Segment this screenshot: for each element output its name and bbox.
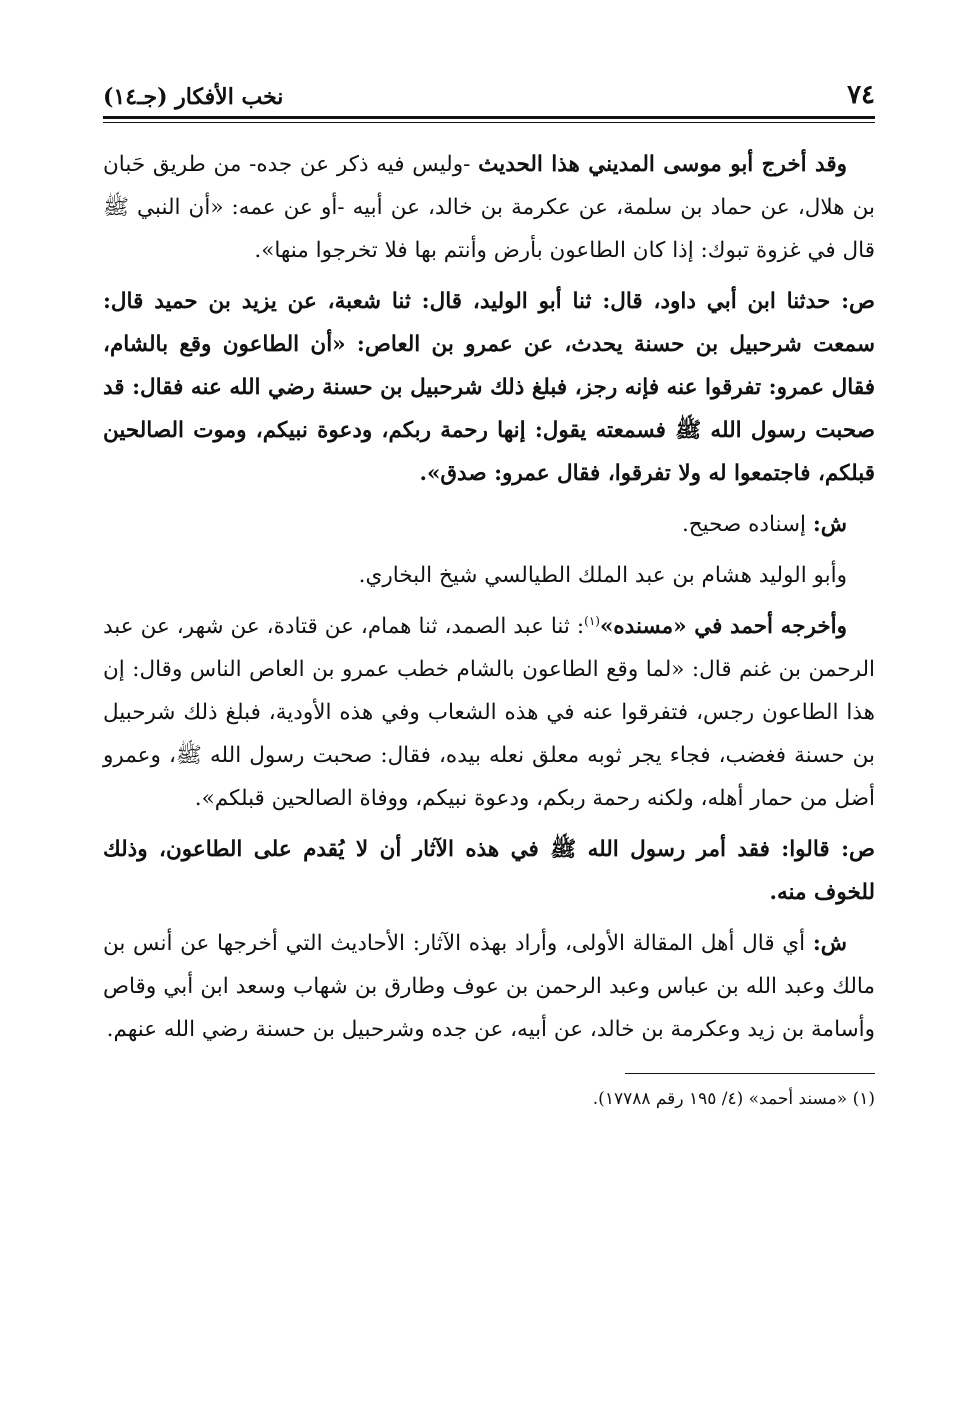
footnote-rule <box>625 1073 875 1074</box>
paragraph-sheen-explanation-lead: ش: <box>812 931 847 956</box>
paragraph-sheen-isnad-lead: ش: <box>812 512 847 537</box>
paragraph-sad-hadith: ص: حدثنا ابن أبي داود، قال: ثنا أبو الوليد، قال: ثنا شعبة، عن يزيد بن حميد قال: سمعت شرحبيل بن حسنة يحدث، عن عمرو بن العاص: «أن الطاعون وقع بالشام، فقال عمرو: تفرقوا عنه فإنه رجز، فبلغ ذلك شرحبيل بن حسنة رضي الله عنه فقال: قد صحبت رسول الله ﷺ فسمعته يقول: إنها رحمة ربكم، ودعوة نبيكم، وموت الصالحين قبلكم، فاجتمعوا له ولا تفرقوا، فقال عمرو: صدق». <box>103 289 875 486</box>
header-rule-thin <box>103 122 875 123</box>
paragraph-ahmad-text: : ثنا عبد الصمد، ثنا همام، عن قتادة، عن شهر، عن عبد الرحمن بن غنم قال: «لما وقع الطاعون بالشام خطب عمرو بن العاص الناس وقال: إن هذا الطاعون رجس، فتفرقوا عنه في هذه الشعاب وفي هذه الأودية، فبلغ ذلك شرحبيل بن حسنة فغضب، فجاء يجر ثوبه معلق نعله بيده، فقال: صحبت رسول الله ﷺ، وعمرو أضل من حمار أهله، ولكنه رحمة ربكم، ودعوة نبيكم، ووفاة الصالحين قبلكم». <box>103 614 875 811</box>
page-body <box>103 143 875 1051</box>
paragraph-sheen-explanation <box>103 922 875 1051</box>
paragraph-sheen-isnad <box>103 503 875 546</box>
paragraph-sheen-explanation-text: أي قال أهل المقالة الأولى، وأراد بهذه الآثار: الأحاديث التي أخرجها عن أنس بن مالك وعبد الله بن عباس وعبد الرحمن بن عوف وطارق بن شهاب وسعد ابن أبي وقاص وأسامة بن زيد وعكرمة بن خالد، عن أبيه، عن جده وشرحبيل بن حسنة رضي الله عنهم. <box>103 931 875 1042</box>
paragraph-sad-qalu: ص: قالوا: فقد أمر رسول الله ﷺ في هذه الآثار أن لا يُقدم على الطاعون، وذلك للخوف منه. <box>103 837 875 905</box>
header-rule-thick <box>103 116 875 119</box>
paragraph-abu-walid: وأبو الوليد هشام بن عبد الملك الطيالسي شيخ البخاري. <box>358 563 847 588</box>
book-page <box>103 72 875 1114</box>
paragraph-ahmad-lead: وأخرجه أحمد في «مسنده» <box>599 614 847 639</box>
paragraph-ahmad <box>103 605 875 820</box>
footnote-ref: (١) <box>584 613 600 628</box>
footnote: (١) «مسند أحمد» (٤/ ١٩٥ رقم ١٧٧٨٨). <box>592 1089 875 1109</box>
page-number: ٧٤ <box>847 80 875 110</box>
page-header <box>103 72 875 110</box>
running-title: نخب الأفكار (جـ١٤) <box>103 84 284 110</box>
paragraph-madini-lead: وقد أخرج أبو موسى المديني هذا الحديث <box>478 152 847 177</box>
paragraph-madini <box>103 143 875 272</box>
paragraph-sheen-isnad-text: إسناده صحيح. <box>681 512 813 537</box>
paragraph-madini-text: -وليس فيه ذكر عن جده- من طريق حَبان بن هلال، عن حماد بن سلمة، عن عكرمة بن خالد، عن أبيه -أو عن عمه: «أن النبي ﷺ قال في غزوة تبوك: إذا كان الطاعون بأرض وأنتم بها فلا تخرجوا منها». <box>103 152 875 263</box>
